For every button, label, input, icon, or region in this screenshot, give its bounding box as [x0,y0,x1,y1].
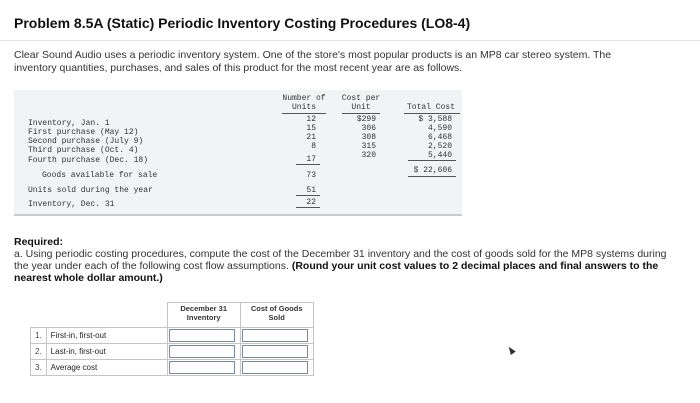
units-sold-label: Units sold during the year [28,186,153,195]
fifo-cogs-input[interactable] [242,329,308,342]
row-label: Fourth purchase (Dec. 18) [28,156,149,165]
total-cost-header: Total Cost [406,103,455,112]
cost-value: 320 [361,151,376,160]
required-text: a. Using periodic costing procedures, compute the cost of the December 31 inventory and the cost of goods sold for the MP8 systems during the year under each of the following cost flow assumptions. [14,248,667,272]
average-cogs-input[interactable] [242,361,308,374]
required-section [14,236,674,284]
row-label: Second purchase (July 9) [28,137,144,146]
cost-value: 315 [361,142,376,151]
goods-available-units: 73 [306,171,316,180]
col-cogs: Cost of Goods Sold [240,303,313,328]
total-value: 2,520 [427,142,452,151]
inventory-end-label: Inventory, Dec. 31 [28,200,115,209]
cost-header: Cost per Unit [341,94,381,112]
total-value: 4,590 [427,124,452,133]
row-number: 2. [31,344,47,360]
cost-value: $299 [356,115,376,124]
lifo-cogs-input[interactable] [242,345,308,358]
units-value: 8 [311,142,316,151]
lifo-inventory-input[interactable] [169,345,235,358]
row-label: Inventory, Jan. 1 [28,119,110,128]
row-number: 3. [31,360,47,376]
problem-intro: Clear Sound Audio uses a periodic inventory system. One of the store's most popular products is an MP8 car stereo system. The inventory quantities, purchases, and sales of this product for the most recent year are as follows. [14,49,612,74]
problem-title: Problem 8.5A (Static) Periodic Inventory Costing Procedures (LO8-4) [14,15,471,31]
total-value: 5,440 [427,151,452,160]
table-row [31,344,314,360]
row-number: 1. [31,328,47,344]
fifo-inventory-input[interactable] [169,329,235,342]
table-row [31,360,314,376]
units-value: 21 [306,133,316,142]
goods-available-label: Goods available for sale [42,171,158,180]
average-inventory-input[interactable] [169,361,235,374]
row-method-label: Last-in, first-out [46,344,167,360]
cost-value: 308 [361,133,376,142]
units-value: 17 [306,155,316,164]
cost-value: 306 [361,124,376,133]
required-heading: Required: [14,236,64,248]
inventory-data-box [14,90,462,216]
row-label: First purchase (May 12) [28,128,139,137]
divider [0,40,700,41]
required-instruction: (Round your unit cost values to 2 decimal places and final answers to the nearest whole dollar amount.) [14,260,659,284]
units-header: Number of Units [282,94,326,112]
table-row [31,328,314,344]
goods-available-total: $ 22,606 [413,166,452,175]
total-value: 6,468 [427,133,452,142]
inventory-end-units: 22 [306,198,316,207]
units-value: 12 [306,115,316,124]
total-value: $ 3,588 [418,115,452,124]
col-dec31-inventory: December 31 Inventory [167,303,240,328]
row-method-label: Average cost [46,360,167,376]
mouse-cursor-icon [506,345,516,355]
row-label: Third purchase (Oct. 4) [28,146,139,155]
answer-table [30,302,314,376]
row-method-label: First-in, first-out [46,328,167,344]
units-value: 15 [306,124,316,133]
units-sold-value: 51 [306,186,316,195]
